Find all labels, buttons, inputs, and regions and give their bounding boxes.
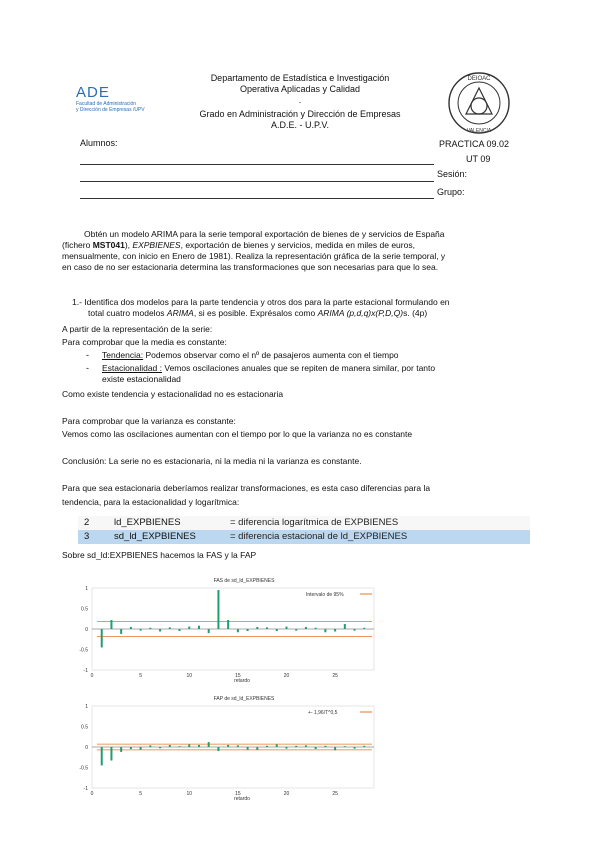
variable-description: = diferencia logarítmica de EXPBIENES	[230, 517, 399, 528]
y-tick-label: 0.5	[81, 724, 88, 731]
y-tick-label: 0.5	[81, 606, 88, 613]
y-tick-label: -0.5	[79, 647, 88, 654]
acf-bar	[159, 747, 161, 748]
answer-line-9: Sobre sd_ld:EXPBIENES hacemos la FAS y la FAP	[62, 550, 257, 560]
bullet-dash-1: -	[86, 350, 89, 360]
acf-bar	[363, 746, 365, 747]
acf-bar	[334, 747, 336, 750]
acf-bar	[149, 745, 151, 747]
fap-chart	[74, 692, 384, 804]
intro-file-name: MST041	[92, 240, 125, 250]
q2-c: , si es posible. Exprésalos como	[193, 308, 318, 318]
x-tick-label: 0	[90, 791, 94, 797]
acf-bar	[149, 628, 151, 629]
acf-bar	[305, 745, 307, 747]
acf-bar	[276, 745, 278, 747]
unit-code: UT 09	[466, 154, 491, 164]
dept-line-2: Operativa Aplicadas y Calidad	[239, 84, 361, 94]
x-tick-label: 25	[332, 673, 338, 679]
estacionalidad-label: Estacionalidad :	[102, 363, 163, 373]
x-tick-label: 0	[90, 673, 94, 679]
acf-bar	[159, 629, 161, 631]
acf-bar	[247, 629, 249, 631]
variable-name: sd_ld_EXPBIENES	[114, 531, 196, 542]
answer-line-1: A partir de la representación de la serie:	[62, 324, 213, 334]
bullet-dash-2: -	[86, 363, 89, 373]
variable-number: 3	[84, 531, 90, 542]
answer-line-8: tendencia, para la estacionalidad y logarítmica:	[62, 497, 240, 507]
tendencia-label: Tendencia:	[102, 350, 144, 360]
acf-bar	[285, 627, 287, 629]
acf-bar	[227, 620, 229, 629]
acf-bar	[227, 745, 229, 747]
acf-bar	[334, 629, 336, 631]
answer-line-4: Para comprobar que la varianza es constante:	[62, 416, 236, 426]
q2-b: ARIMA	[166, 308, 194, 318]
x-tick-label: 20	[283, 791, 290, 797]
acf-bar	[130, 747, 132, 749]
acf-bar	[344, 624, 346, 629]
chart-title: FAP de sd_ld_EXPBIENES	[213, 696, 275, 702]
acf-bar	[179, 746, 181, 747]
acf-bar	[208, 742, 210, 747]
acf-bar	[140, 629, 142, 631]
acf-bar	[324, 746, 326, 747]
acf-bar	[101, 629, 103, 647]
seal-top-text: DEIOAC	[467, 76, 491, 82]
acf-bar	[363, 628, 365, 629]
y-tick-label: 0	[85, 745, 88, 751]
acf-bar	[120, 747, 122, 752]
intro-paragraph	[62, 229, 532, 273]
acf-bar	[295, 629, 297, 631]
bullet-tendencia	[102, 350, 399, 361]
intro-l2-a: (fichero	[62, 240, 93, 250]
acf-bar	[256, 747, 258, 750]
acf-bar	[324, 629, 326, 632]
acf-bar	[188, 745, 190, 747]
intro-l2-c: ),	[124, 240, 133, 250]
acf-bar	[266, 627, 268, 629]
acf-bar	[305, 627, 307, 629]
chart-legend: Intervalo de 95%	[306, 592, 344, 598]
chart-title: FAS de sd_ld_EXPBIENES	[213, 578, 275, 584]
question-1	[72, 297, 532, 319]
x-tick-label: 20	[283, 673, 290, 679]
q2-e: s. (4p)	[403, 308, 428, 318]
x-tick-label: 10	[186, 673, 193, 679]
intro-l2-e: , exportación de bienes y servicios, medida en miles de euros,	[180, 240, 415, 250]
dept-line-1: Departamento de Estadística e Investigación	[210, 73, 390, 83]
chart-xlabel: retardo	[234, 678, 250, 684]
acf-bar	[237, 629, 239, 632]
x-tick-label: 10	[186, 791, 193, 797]
tendencia-text: Podemos observar como el nº de pasajeros aumenta con el tiempo	[143, 350, 399, 360]
acf-bar	[354, 629, 356, 631]
acf-bar	[101, 747, 103, 765]
acf-bar	[130, 627, 132, 629]
y-tick-label: 1	[85, 586, 88, 592]
answer-line-6: Conclusión: La serie no es estacionaria, ni la media ni la varianza es constante.	[62, 456, 362, 466]
estacionalidad-text-2: existe estacionalidad	[102, 374, 181, 384]
logo-sub-1: Facultad de Administración	[76, 101, 137, 107]
x-tick-label: 25	[332, 791, 338, 797]
acf-bar	[354, 747, 356, 749]
alumnos-line-1[interactable]	[80, 164, 434, 165]
chart-legend: +- 1,96/T^0,5	[308, 710, 338, 716]
degree-line-1: Grado en Administración y Dirección de Empresas	[199, 109, 401, 119]
acf-bar	[169, 745, 171, 747]
acf-bar	[247, 747, 249, 749]
acf-bar	[217, 590, 219, 629]
acf-bar	[295, 746, 297, 747]
question-line-1: 1.- Identifica dos modelos para la parte tendencia y otros dos para la parte estacional formulando en	[72, 297, 450, 307]
acf-bar	[110, 620, 112, 629]
intro-line-1: Obtén un modelo ARIMA para la serie temporal exportación de bienes de y servicios de España	[84, 229, 445, 239]
acf-bar	[276, 629, 278, 631]
alumnos-line-3[interactable]	[80, 198, 434, 199]
acf-bar	[198, 745, 200, 747]
intro-line-4: en caso de no ser estacionaria determina las transformaciones que son necesarias para que lo sea.	[62, 262, 439, 272]
acf-bar	[188, 627, 190, 629]
acf-bar	[344, 746, 346, 747]
acf-bar	[237, 745, 239, 747]
deioac-seal	[446, 70, 512, 136]
acf-bar	[208, 629, 210, 633]
fas-chart	[74, 574, 384, 686]
answer-line-7: Para que sea estacionaria deberíamos realizar transformaciones, es esta caso diferencias para la	[62, 483, 431, 493]
variable-description: = diferencia estacional de ld_EXPBIENES	[230, 531, 408, 542]
answer-line-3: Como existe tendencia y estacionalidad no es estacionaria	[62, 389, 284, 399]
grupo-label: Grupo:	[437, 187, 465, 197]
q2-d: ARIMA (p,d,q)x(P,D,Q)	[317, 308, 404, 318]
alumnos-line-2[interactable]	[80, 181, 434, 182]
q2-a: total cuatro modelos	[88, 308, 167, 318]
practice-code: PRACTICA 09.02	[439, 139, 510, 149]
acf-bar	[315, 628, 317, 629]
y-tick-label: -0.5	[79, 765, 88, 772]
y-tick-label: 0	[85, 627, 88, 633]
y-tick-label: -1	[83, 668, 88, 674]
bullet-estacionalidad	[102, 363, 532, 385]
alumnos-label: Alumnos:	[80, 138, 118, 148]
question-line-2	[72, 308, 532, 319]
y-tick-label: 1	[85, 704, 88, 710]
department-title	[170, 73, 430, 131]
variable-number: 2	[84, 517, 90, 528]
intro-line-2	[62, 240, 532, 251]
acf-bar	[285, 747, 287, 749]
variables-list	[78, 516, 530, 544]
variable-row-selected[interactable]	[78, 530, 530, 544]
x-tick-label: 5	[139, 673, 143, 679]
intro-series-name: EXPBIENES	[132, 240, 181, 250]
acf-bar	[179, 629, 181, 631]
acf-bar	[110, 747, 112, 761]
seal-bottom-text: VALENCIA	[466, 128, 492, 134]
acf-bar	[315, 747, 317, 749]
acf-bar	[266, 746, 268, 747]
dept-dot: .	[298, 95, 302, 105]
degree-line-2: A.D.E. - U.P.V.	[270, 120, 330, 130]
ade-logo	[76, 84, 168, 113]
acf-bar	[140, 747, 142, 749]
sesion-label: Sesión:	[437, 169, 468, 179]
acf-bar	[169, 627, 171, 629]
acf-bar	[198, 626, 200, 629]
y-tick-label: -1	[83, 786, 88, 792]
acf-bar	[256, 627, 258, 629]
x-tick-label: 5	[139, 791, 143, 797]
x-tick-label: 15	[235, 791, 241, 797]
intro-line-3: mensualmente, con inicio en Enero de 1981). Realiza la representación gráfica de la serie temporal, y	[62, 251, 446, 261]
answer-line-5: Vemos como las oscilaciones aumentan con el tiempo por lo que la varianza no es constante	[62, 429, 413, 439]
acf-bar	[120, 629, 122, 634]
logo-sub-2: y Dirección de Empresas /UPV	[76, 107, 145, 113]
variable-name: ld_EXPBIENES	[114, 517, 181, 528]
answer-line-2: Para comprobar que la media es constante:	[62, 337, 227, 347]
chart-xlabel: retardo	[234, 796, 250, 802]
x-tick-label: 15	[235, 673, 241, 679]
logo-text: ADE	[76, 84, 110, 101]
acf-bar	[217, 747, 219, 751]
variable-row[interactable]	[78, 516, 530, 530]
estacionalidad-text: Vemos oscilaciones anuales que se repiten de manera similar, por tanto	[162, 363, 436, 373]
